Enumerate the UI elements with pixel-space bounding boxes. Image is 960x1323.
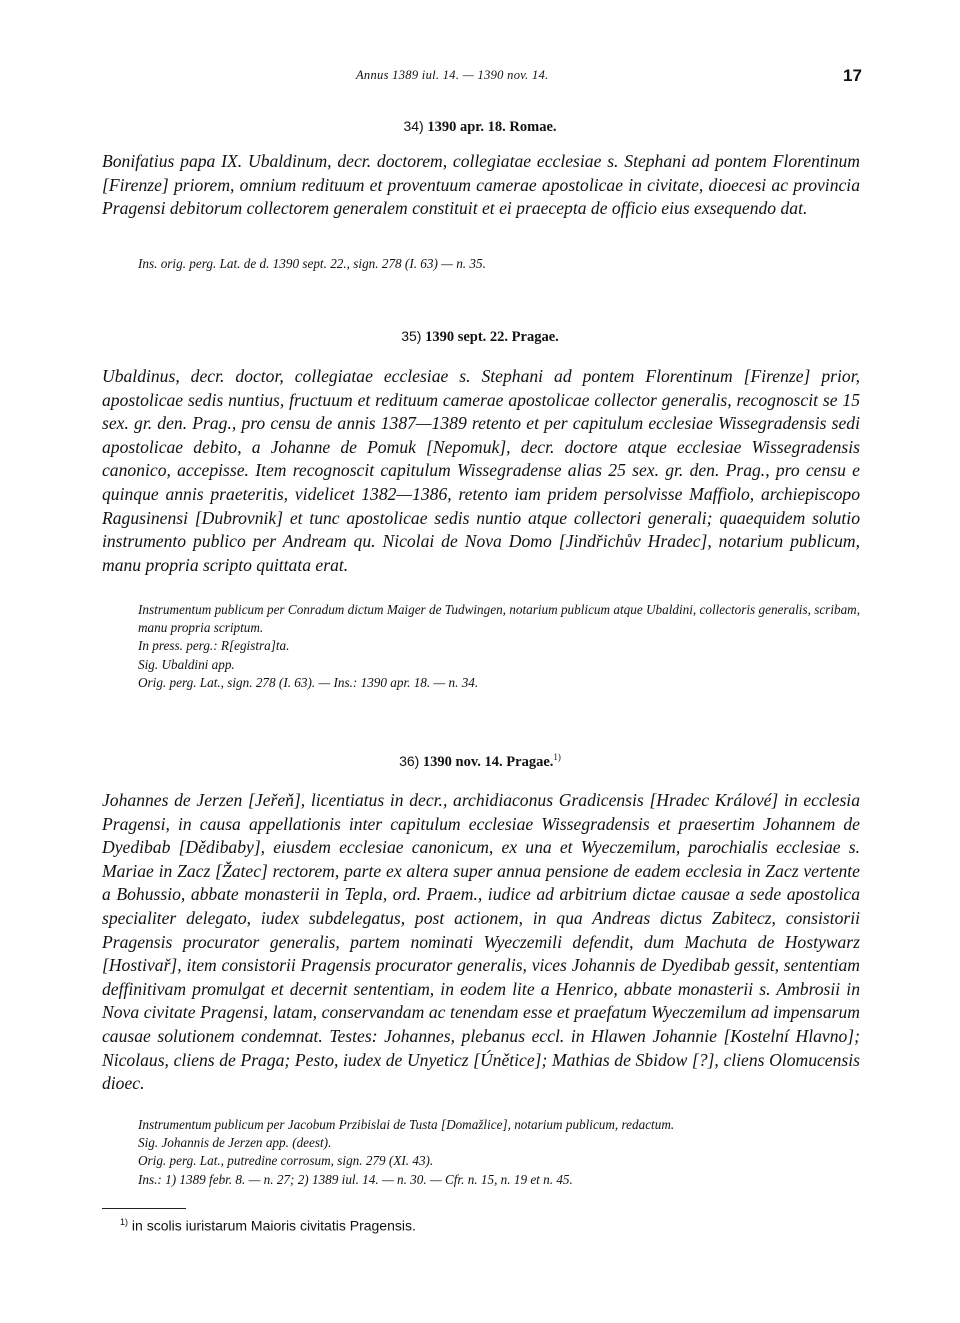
entry-paragraph: Bonifatius papa IX. Ubaldinum, decr. doctorem, collegiatae ecclesiae s. Stephani ad pontem Florentinum [Firenze] priorem, omnium redituum et proventuum camerae apostolicae in civitate, dioecesi ac provincia Pragensi debitorum collectorem generalem constituit et ei praecepta de officio eius exsequendo dat. — [102, 151, 860, 219]
entry-number: 36) — [399, 752, 420, 769]
footnote-mark: 1) — [120, 1217, 129, 1227]
note-line: Orig. perg. Lat., putredine corrosum, sign. 279 (XI. 43). — [138, 1153, 434, 1169]
entry-number: 34) — [403, 118, 424, 134]
note-line: Instrumentum publicum per Conradum dictum Maiger de Tudwingen, notarium publicum atque Ubaldini, collectoris generalis, scribam, manu propria scriptum. — [138, 602, 860, 636]
note-line: Orig. perg. Lat., sign. 278 (I. 63). — Ins.: 1390 apr. 18. — n. 34. — [138, 674, 479, 690]
note-line: Ins. orig. perg. Lat. de d. 1390 sept. 22., sign. 278 (I. 63) — n. 35. — [138, 256, 486, 271]
entry-heading — [0, 118, 960, 136]
entry-text — [102, 150, 860, 221]
note-line: Ins.: 1) 1389 febr. 8. — n. 27; 2) 1389 iul. 14. — n. 30. — Cfr. n. 15, n. 19 et n. 45. — [138, 1171, 573, 1187]
note-line: Sig. Ubaldini app. — [138, 656, 235, 672]
entry-date: 1390 nov. 14. Pragae. — [422, 753, 554, 770]
entry-number: 35) — [401, 328, 422, 344]
note-line: Sig. Johannis de Jerzen app. (deest). — [138, 1135, 332, 1151]
entry-paragraph: Ubaldinus, decr. doctor, collegiatae ecclesiae s. Stephani ad pontem Florentinum [Firenze] prior, apostolicae sedis nuntius, fructuum et redituum camerae apostolicae collector generalis, recognoscit se 15 sex. gr. den. Prag., pro censu de annis 1387—1389 retento et per capitulum ecclesiae Wissegradensis sedi apostolicae debito, a Johanne de Pomuk [Nepomuk], decr. doctore atque ecclesiae Wissegradensis canonico, accepisse. Item recognoscit capitulum Wissegradense alias 25 sex. gr. den. Prag., pro censu e quinque annis praeteritis, videlicet 1382—1386, retento iam pridem persolvisse Maffiolo, archiepiscopo Ragusinensi [Dubrovnik] et tunc apostolicae sedis nuntio atque collectori generali; quaequidem solutio instrumento publico per Andream qu. Nicolai de Nova Domo [Jindřichův Hradec], notarium publicum, manu propria scripto quittata erat. — [102, 366, 860, 575]
footnote — [120, 1217, 416, 1234]
entry-heading — [0, 328, 960, 346]
entry-text — [102, 365, 860, 577]
footnote-text: in scolis iuristarum Maioris civitatis Pragensis. — [131, 1217, 416, 1234]
entry-notes — [138, 255, 860, 273]
entry-heading — [0, 752, 960, 771]
footnote-divider — [102, 1208, 186, 1209]
footnote-reference: 1) — [553, 752, 561, 762]
entry-date: 1390 apr. 18. Romae. — [427, 119, 557, 135]
running-head: Annus 1389 iul. 14. — 1390 nov. 14. — [356, 68, 549, 82]
note-line: Instrumentum publicum per Jacobum Przibislai de Tusta [Domažlice], notarium publicum, redactum. — [138, 1117, 675, 1132]
entry-notes — [138, 1116, 860, 1189]
entry-date: 1390 sept. 22. Pragae. — [425, 329, 559, 345]
entry-text — [102, 789, 860, 1096]
note-line: In press. perg.: R[egistra]ta. — [138, 638, 290, 654]
entry-paragraph: Johannes de Jerzen [Jeřeň], licentiatus in decr., archidiaconus Gradicensis [Hradec Králové] in ecclesia Pragensi, in causa appellationis inter capitulum ecclesiae Wissegradensis et praesertim Johannem de Dyedibab [Dědibaby], eiusdem ecclesiae canonicum, ex una et Wyeczemilum, parochialis ecclesiae s. Mariae in Zacz [Žatec] rectorem, parte ex altera super annua pensione de eadem ecclesia in Zacz vertente a Bohussio, abbate monasterii in Tepla, ord. Praem., iudice ad arbitrium dictae causae a sede apostolica specialiter delegato, iudex subdelegatus, post actionem, in qua Andreas dictus Zabitecz, consistorii Pragensis procurator generalis, partem nominati Wyeczemili defendit, dum Machuta de Hostywarz [Hostivař], item consistorii Pragensis procurator generalis, vices Johannis de Dyedibab gessit, sententiam deffinitivam promulgat et decernit sententiam, in eodem lite a Henrico, abbate monasterii s. Ambrosii in Nova civitate Pragensi, latam, conservandam ac tenendam esse et praefatum Wyeczemilum ad impensarum causae solutionem condemnat. Testes: Johannes, plebanus eccl. in Hlawen Johannie [Kostelní Hlavno]; Nicolaus, cliens de Praga; Pesto, iudex de Unyeticz [Únětice]; Mathias de Sbidow [?], cliens Olomucensis dioec. — [102, 790, 860, 1094]
page-number: 17 — [843, 66, 862, 85]
entry-notes — [102, 601, 860, 692]
